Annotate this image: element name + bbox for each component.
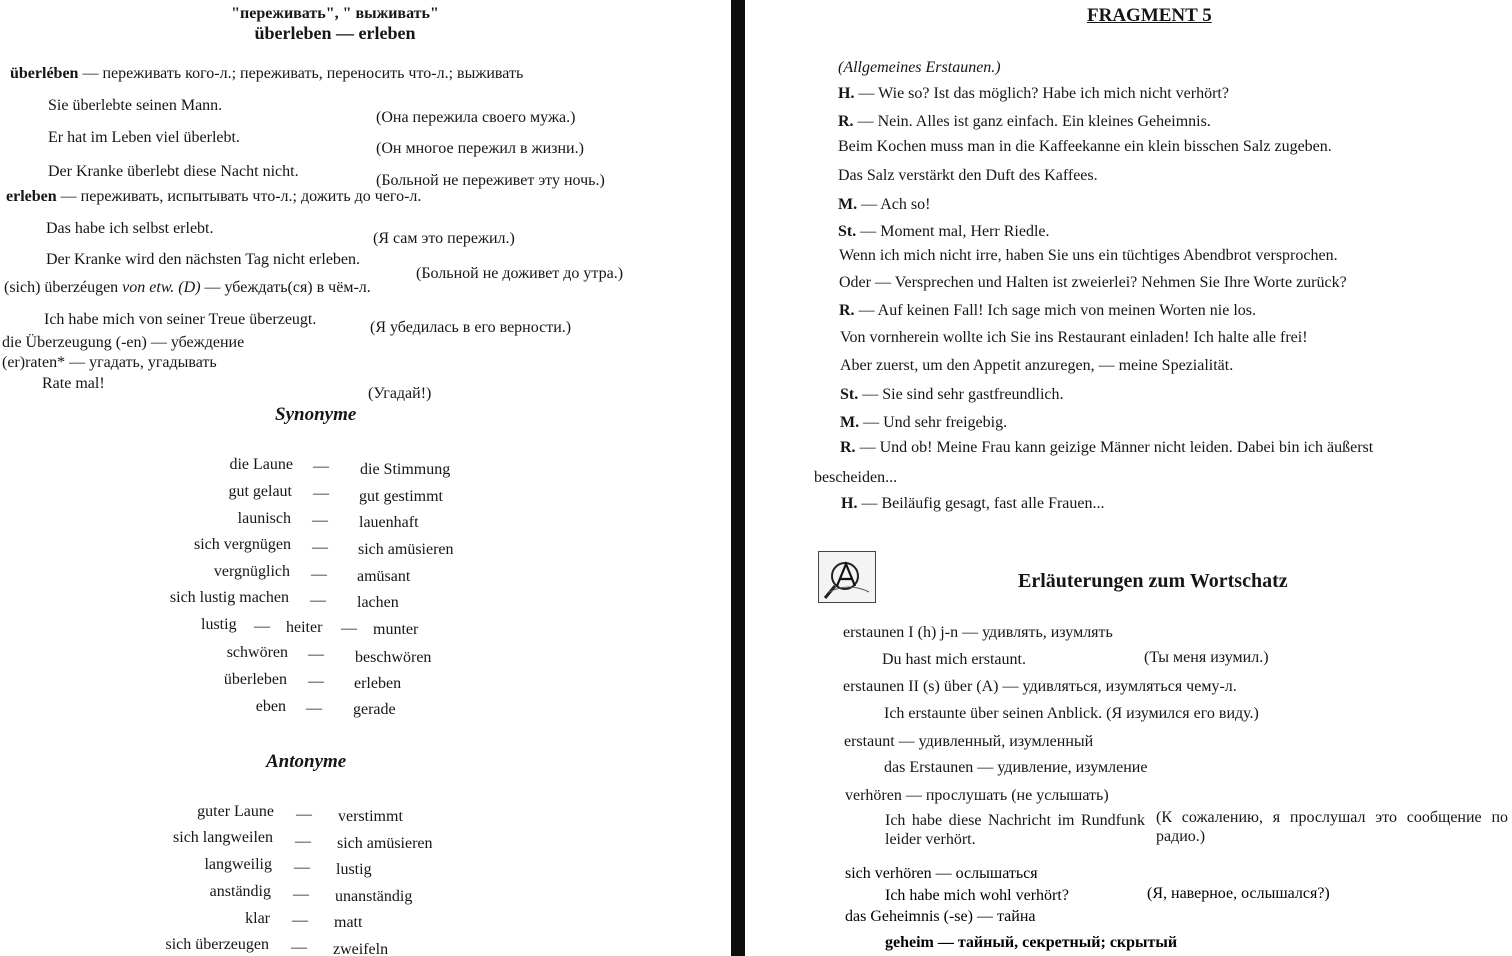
dialogue-line xyxy=(841,494,1105,513)
dialogue-line xyxy=(840,328,1308,347)
synonym-triple-3: munter xyxy=(373,621,419,638)
magnifier-letter-a-icon xyxy=(818,551,876,603)
synonym-right: lachen xyxy=(357,594,399,611)
synonym-right: lauenhaft xyxy=(359,514,419,531)
example: Rate mal! xyxy=(42,375,105,392)
line-text: — Beiläufig gesagt, fast alle Frauen... xyxy=(861,495,1105,512)
antonyms-title: Antonyme xyxy=(266,751,347,772)
synonym-right: gerade xyxy=(353,701,396,718)
line-text: Von vornherein wollte ich Sie ins Restaurant einladen! Ich halte alle frei! xyxy=(840,329,1308,346)
synonym-right: gut gestimmt xyxy=(359,488,443,505)
vocab-example: Ich erstaunte über seinen Anblick. xyxy=(884,705,1103,722)
vocab-example: das Erstaunen xyxy=(884,759,974,776)
vocab-word: erstaunen II (s) über (A) xyxy=(843,678,999,695)
dialogue-line xyxy=(839,273,1347,292)
line-text: Wenn ich mich nicht irre, haben Sie uns ein tüchtiges Abendbrot versprochen. xyxy=(839,247,1338,264)
synonym-dash: — xyxy=(308,673,324,690)
vocab-translation: (Я, наверное, ослышался?) xyxy=(1147,885,1330,902)
example: Er hat im Leben viel überlebt. xyxy=(48,129,240,146)
line-text: bescheiden... xyxy=(814,469,898,486)
vocab-translation: (Я изумился его виду.) xyxy=(1106,705,1259,722)
synonym-left: sich vergnügen xyxy=(193,536,291,553)
speaker: M. xyxy=(840,414,860,431)
synonym-left: eben xyxy=(255,698,286,715)
line-text: — Moment mal, Herr Riedle. xyxy=(860,223,1050,240)
synonym-dash: — xyxy=(313,458,329,475)
synonym-dash: — xyxy=(312,539,328,556)
antonym-dash: — xyxy=(292,912,308,929)
vocab-def: — ослышаться xyxy=(935,865,1038,882)
line-text: — Und ob! Meine Frau kann geizige Männer nicht leiden. Dabei bin ich äußerst xyxy=(859,439,1374,456)
line-text: Aber zuerst, um den Appetit anzuregen, — meine Spezialität. xyxy=(840,357,1234,374)
synonym-dash: — xyxy=(311,566,327,583)
translation: (Она пережила своего мужа.) xyxy=(376,109,576,126)
left-page xyxy=(0,0,728,956)
vocab-word-line xyxy=(845,864,1038,883)
translation: (Он многое пережил в жизни.) xyxy=(376,140,584,157)
synonym-left: überleben xyxy=(223,671,287,688)
antonym-dash: — xyxy=(291,939,307,956)
antonym-dash: — xyxy=(293,886,309,903)
antonym-right: lustig xyxy=(336,861,372,878)
definition: — убеждать(ся) в чём-л. xyxy=(204,279,371,296)
antonym-dash: — xyxy=(296,806,312,823)
vocab-example: Ich habe mich wohl verhört? xyxy=(885,887,1069,904)
speaker: R. xyxy=(839,302,855,319)
vocab-example-line xyxy=(885,933,1177,952)
translation: (Я убедилась в его верности.) xyxy=(370,319,572,336)
stage-note: (Allgemeines Erstaunen.) xyxy=(838,59,1001,76)
line-text: — Ach so! xyxy=(861,196,931,213)
entry-headword-line xyxy=(6,187,421,206)
synonym-dash: — xyxy=(308,646,324,663)
synonym-right: amüsant xyxy=(357,568,411,585)
vocab-def: — удивленный, изумленный xyxy=(898,733,1094,750)
synonym-triple-1: lustig xyxy=(201,616,237,633)
page-gutter xyxy=(731,0,745,956)
vocab-word-line xyxy=(845,907,1035,926)
vocab-translation: (Ты меня изумил.) xyxy=(1144,649,1269,666)
headword: (sich) überzéugen xyxy=(4,279,119,296)
antonym-left: sich langweilen xyxy=(173,829,273,846)
example: Ich habe mich von seiner Treue überzeugt. xyxy=(44,311,317,328)
antonym-left: anständig xyxy=(209,883,271,900)
vocab-def: — удивляться, изумляться чему-л. xyxy=(1002,678,1237,695)
vocab-translation: (К сожалению, я прослушал это сообщение по радио.) xyxy=(1156,809,1508,845)
example: Das habe ich selbst erlebt. xyxy=(46,220,214,237)
speaker: R. xyxy=(840,439,856,456)
line-text: — Auf keinen Fall! Ich sage mich von meinen Worten nie los. xyxy=(858,302,1256,319)
antonym-left: sich überzeugen xyxy=(165,936,269,953)
synonym-dash: — xyxy=(313,485,329,502)
synonym-left: launisch xyxy=(237,510,291,527)
vocab-word: erstaunt xyxy=(844,733,895,750)
dialogue-line xyxy=(839,246,1338,265)
speaker: R. xyxy=(838,113,854,130)
vocab-word: sich verhören xyxy=(845,865,932,882)
fragment-title: FRAGMENT 5 xyxy=(1087,5,1212,26)
vocab-word: das Geheimnis (-se) xyxy=(845,908,973,925)
synonym-right: sich amüsieren xyxy=(358,541,454,558)
header-quote: "переживать", " выживать" xyxy=(231,5,439,22)
vocab-def: — тайна xyxy=(976,908,1036,925)
vocab-word: verhören xyxy=(845,787,902,804)
vocab-example: geheim xyxy=(885,934,934,951)
line-text: — Nein. Alles ist ganz einfach. Ein kleines Geheimnis. xyxy=(857,113,1211,130)
dialogue-line xyxy=(838,84,1229,103)
speaker: St. xyxy=(840,386,859,403)
definition: — переживать кого-л.; переживать, переносить что-л.; выживать xyxy=(82,65,524,82)
antonym-left: guter Laune xyxy=(197,803,274,820)
translation: (Больной не доживет до утра.) xyxy=(416,265,624,282)
dialogue-line xyxy=(838,166,1098,185)
entry-headword-line xyxy=(2,333,244,352)
synonym-dash: — xyxy=(312,512,328,529)
header-words: überleben — erleben xyxy=(254,23,416,43)
vocab-example-line xyxy=(884,758,1147,777)
example: Der Kranke überlebt diese Nacht nicht. xyxy=(48,163,299,180)
line-text: Oder — Versprechen und Halten ist zweierlei? Nehmen Sie Ihre Worte zurück? xyxy=(839,274,1347,291)
antonym-right: verstimmt xyxy=(338,808,403,825)
speaker: M. xyxy=(838,196,858,213)
entry-headword-line xyxy=(4,278,371,297)
dialogue-line xyxy=(840,413,1007,432)
right-page xyxy=(748,0,1512,956)
dialogue-line xyxy=(838,195,930,214)
line-text: — Und sehr freigebig. xyxy=(863,414,1008,431)
vocab-word: erstaunen I (h) j-n xyxy=(843,624,959,641)
headword: überlében xyxy=(10,65,79,82)
synonym-right: beschwören xyxy=(355,649,432,666)
line-text: Das Salz verstärkt den Duft des Kaffees. xyxy=(838,167,1098,184)
vocab-title: Erläuterungen zum Wortschatz xyxy=(1018,570,1288,592)
vocab-translation: — тайный, секретный; скрытый xyxy=(937,934,1178,951)
vocab-word-line xyxy=(844,732,1093,751)
line-text: Beim Kochen muss man in die Kaffeekanne ein klein bisschen Salz zugeben. xyxy=(838,138,1332,155)
line-text: — Sie sind sehr gastfreundlich. xyxy=(862,386,1064,403)
dialogue-line xyxy=(840,438,1373,457)
vocab-word-line xyxy=(845,786,1109,805)
synonym-dash: — xyxy=(254,618,270,635)
line-text: — Wie so? Ist das möglich? Habe ich mich nicht verhört? xyxy=(858,85,1229,102)
vocab-translation: — удивление, изумление xyxy=(977,759,1148,776)
synonym-left: die Laune xyxy=(229,456,293,473)
example: Der Kranke wird den nächsten Tag nicht erleben. xyxy=(46,251,361,268)
speaker: St. xyxy=(838,223,857,240)
dialogue-line xyxy=(838,222,1050,241)
antonym-left: klar xyxy=(245,910,270,927)
dialogue-line xyxy=(814,468,897,487)
definition: — переживать, испытывать что-л.; дожить до чего-л. xyxy=(60,188,422,205)
vocab-example: Du hast mich erstaunt. xyxy=(882,651,1026,668)
definition: — убеждение xyxy=(150,334,245,351)
synonym-left: sich lustig machen xyxy=(169,589,289,606)
translation: (Я сам это пережил.) xyxy=(373,230,515,247)
headword: (er)raten* xyxy=(2,354,66,371)
translation: (Угадай!) xyxy=(368,385,432,402)
antonym-right: unanständig xyxy=(335,888,413,905)
entry-headword-line xyxy=(10,64,523,83)
synonym-dash: — xyxy=(306,700,322,717)
synonym-right: erleben xyxy=(354,675,402,692)
dialogue-line xyxy=(838,137,1332,156)
antonym-left: langweilig xyxy=(204,856,272,873)
antonym-dash: — xyxy=(295,833,311,850)
synonym-dash: — xyxy=(310,592,326,609)
headword: die Überzeugung (-en) xyxy=(2,334,147,351)
vocab-example: Ich habe diese Nachricht im Rundfunk leider verhört. xyxy=(885,812,1145,848)
synonym-left: gut gelaut xyxy=(228,483,292,500)
dialogue-line xyxy=(838,112,1211,131)
vocab-def: — прослушать (не услышать) xyxy=(905,787,1109,804)
synonyms-title: Synonyme xyxy=(275,404,357,425)
vocab-example-line xyxy=(884,704,1259,723)
dialogue-line xyxy=(839,301,1256,320)
antonym-dash: — xyxy=(294,859,310,876)
entry-headword-line xyxy=(2,353,217,372)
vocab-word-line xyxy=(843,623,1113,642)
definition: — угадать, угадывать xyxy=(69,354,217,371)
dialogue-line xyxy=(840,385,1064,404)
dialogue-line xyxy=(840,356,1233,375)
speaker: H. xyxy=(838,85,855,102)
antonym-right: sich amüsieren xyxy=(337,835,433,852)
antonym-right: zweifeln xyxy=(333,941,389,956)
vocab-def: — удивлять, изумлять xyxy=(962,624,1113,641)
synonym-left: vergnüglich xyxy=(213,563,290,580)
headword-government: von etw. (D) xyxy=(122,279,201,296)
antonym-right: matt xyxy=(334,914,363,931)
synonym-left: schwören xyxy=(226,644,288,661)
headword: erleben xyxy=(6,188,57,205)
example: Sie überlebte seinen Mann. xyxy=(48,97,223,114)
vocab-word-line xyxy=(843,677,1237,696)
synonym-right: die Stimmung xyxy=(360,461,451,478)
speaker: H. xyxy=(841,495,858,512)
synonym-triple-2: heiter xyxy=(286,619,323,636)
synonym-dash: — xyxy=(341,620,357,637)
translation: (Больной не переживет эту ночь.) xyxy=(376,172,605,189)
